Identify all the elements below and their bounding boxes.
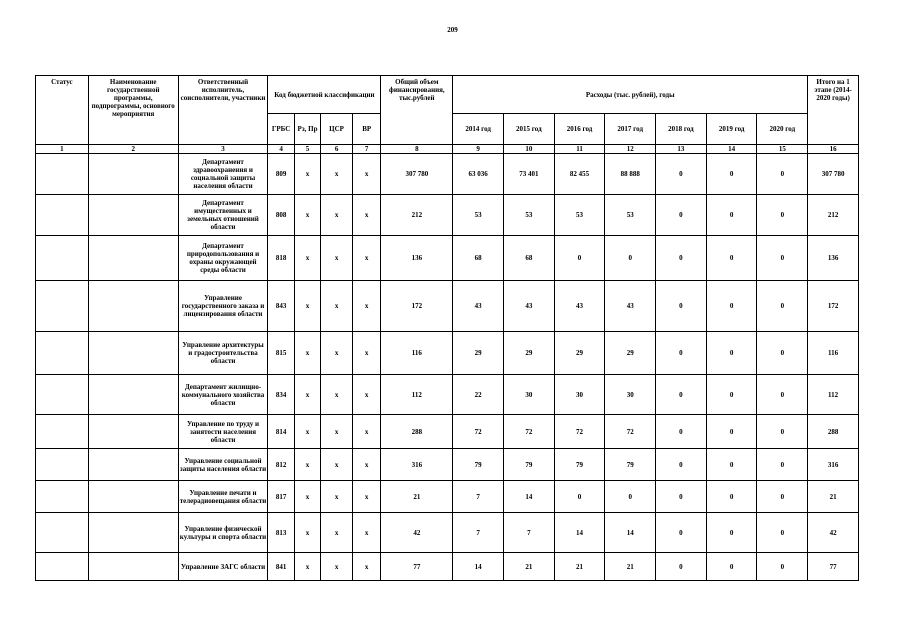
- column-number: 9: [453, 145, 504, 154]
- row-vr: х: [352, 236, 381, 281]
- status-cell: [36, 236, 89, 281]
- status-cell: [36, 332, 89, 375]
- row-2019: 0: [706, 481, 757, 513]
- program-name-cell: [88, 449, 178, 481]
- column-number: 2: [88, 145, 178, 154]
- status-cell: [36, 449, 89, 481]
- table-row: [36, 449, 859, 481]
- row-2018: 0: [656, 481, 707, 513]
- row-2020: 0: [757, 513, 808, 553]
- row-organization: Департамент жилищно-коммунального хозяйства области: [178, 375, 268, 415]
- row-csr: х: [321, 195, 353, 236]
- program-name-cell: [88, 375, 178, 415]
- row-2014: 68: [453, 236, 504, 281]
- row-2015: 30: [503, 375, 554, 415]
- row-2020: 0: [757, 281, 808, 332]
- row-2016: 21: [554, 553, 605, 581]
- program-name-cell: [88, 154, 178, 195]
- row-2020: 0: [757, 553, 808, 581]
- row-grbs: 817: [268, 481, 294, 513]
- row-organization: Департамент здравоохранения и социальной защиты населения области: [178, 154, 268, 195]
- row-csr: х: [321, 449, 353, 481]
- status-cell: [36, 195, 89, 236]
- row-total-funding: 316: [381, 449, 453, 481]
- header-rz-pr: Рз, Пр: [294, 114, 320, 145]
- row-stage-total: 136: [808, 236, 859, 281]
- table-row: [36, 236, 859, 281]
- program-name-cell: [88, 553, 178, 581]
- row-2015: 73 401: [503, 154, 554, 195]
- row-2016: 72: [554, 415, 605, 449]
- header-year: 2018 год: [656, 114, 707, 145]
- row-csr: х: [321, 154, 353, 195]
- program-name-cell: [88, 281, 178, 332]
- row-2018: 0: [656, 236, 707, 281]
- table-row: [36, 375, 859, 415]
- row-2019: 0: [706, 375, 757, 415]
- table-row: [36, 154, 859, 195]
- row-grbs: 808: [268, 195, 294, 236]
- row-vr: х: [352, 332, 381, 375]
- column-number: 11: [554, 145, 605, 154]
- header-vr: ВР: [352, 114, 381, 145]
- header-year: 2017 год: [605, 114, 656, 145]
- row-organization: Управление архитектуры и градостроительства области: [178, 332, 268, 375]
- row-2019: 0: [706, 154, 757, 195]
- row-rz-pr: х: [294, 415, 320, 449]
- row-csr: х: [321, 513, 353, 553]
- row-2014: 43: [453, 281, 504, 332]
- row-stage-total: 116: [808, 332, 859, 375]
- table-row: [36, 332, 859, 375]
- row-2018: 0: [656, 415, 707, 449]
- row-2018: 0: [656, 281, 707, 332]
- column-number: 7: [352, 145, 381, 154]
- row-vr: х: [352, 195, 381, 236]
- row-2019: 0: [706, 553, 757, 581]
- row-grbs: 841: [268, 553, 294, 581]
- row-2017: 0: [605, 236, 656, 281]
- row-total-funding: 112: [381, 375, 453, 415]
- row-2015: 21: [503, 553, 554, 581]
- row-2017: 79: [605, 449, 656, 481]
- row-2015: 79: [503, 449, 554, 481]
- header-year: 2020 год: [757, 114, 808, 145]
- row-vr: х: [352, 375, 381, 415]
- row-2020: 0: [757, 415, 808, 449]
- row-2016: 0: [554, 236, 605, 281]
- table-row: [36, 481, 859, 513]
- row-2018: 0: [656, 513, 707, 553]
- row-2015: 72: [503, 415, 554, 449]
- row-rz-pr: х: [294, 195, 320, 236]
- row-grbs: 809: [268, 154, 294, 195]
- row-2016: 0: [554, 481, 605, 513]
- header-budget-code: Код бюджетной классификации: [268, 76, 381, 114]
- row-total-funding: 212: [381, 195, 453, 236]
- program-name-cell: [88, 481, 178, 513]
- row-vr: х: [352, 281, 381, 332]
- row-2014: 72: [453, 415, 504, 449]
- row-2020: 0: [757, 481, 808, 513]
- budget-table: [35, 75, 859, 581]
- row-csr: х: [321, 553, 353, 581]
- row-2018: 0: [656, 154, 707, 195]
- row-2019: 0: [706, 415, 757, 449]
- row-grbs: 814: [268, 415, 294, 449]
- row-2019: 0: [706, 449, 757, 481]
- row-2015: 7: [503, 513, 554, 553]
- row-rz-pr: х: [294, 154, 320, 195]
- row-stage-total: 316: [808, 449, 859, 481]
- row-2020: 0: [757, 195, 808, 236]
- row-stage-total: 307 780: [808, 154, 859, 195]
- row-2015: 14: [503, 481, 554, 513]
- row-total-funding: 77: [381, 553, 453, 581]
- row-2019: 0: [706, 332, 757, 375]
- row-2016: 43: [554, 281, 605, 332]
- row-grbs: 843: [268, 281, 294, 332]
- row-organization: Управление социальной защиты населения области: [178, 449, 268, 481]
- table-row: [36, 195, 859, 236]
- row-vr: х: [352, 415, 381, 449]
- row-stage-total: 21: [808, 481, 859, 513]
- row-2019: 0: [706, 281, 757, 332]
- row-grbs: 818: [268, 236, 294, 281]
- row-2018: 0: [656, 553, 707, 581]
- column-number: 12: [605, 145, 656, 154]
- row-2020: 0: [757, 375, 808, 415]
- row-stage-total: 172: [808, 281, 859, 332]
- status-cell: [36, 281, 89, 332]
- row-2020: 0: [757, 332, 808, 375]
- program-name-cell: [88, 236, 178, 281]
- page-number: 209: [447, 26, 458, 34]
- row-2015: 29: [503, 332, 554, 375]
- column-number-row: [36, 145, 859, 154]
- row-2014: 53: [453, 195, 504, 236]
- row-organization: Управление печати и телерадиовещания области: [178, 481, 268, 513]
- column-number: 8: [381, 145, 453, 154]
- row-rz-pr: х: [294, 513, 320, 553]
- header-status: Статус: [36, 76, 89, 145]
- row-2018: 0: [656, 332, 707, 375]
- header-year: 2016 год: [554, 114, 605, 145]
- column-number: 1: [36, 145, 89, 154]
- header-total-stage: Итого на 1 этапе (2014-2020 годы): [808, 76, 859, 145]
- row-total-funding: 288: [381, 415, 453, 449]
- column-number: 10: [503, 145, 554, 154]
- row-2017: 30: [605, 375, 656, 415]
- table-row: [36, 415, 859, 449]
- row-2017: 43: [605, 281, 656, 332]
- row-2017: 88 888: [605, 154, 656, 195]
- row-stage-total: 212: [808, 195, 859, 236]
- row-grbs: 834: [268, 375, 294, 415]
- row-2018: 0: [656, 375, 707, 415]
- row-grbs: 813: [268, 513, 294, 553]
- row-2016: 29: [554, 332, 605, 375]
- row-2015: 53: [503, 195, 554, 236]
- header-year: 2019 год: [706, 114, 757, 145]
- row-total-funding: 307 780: [381, 154, 453, 195]
- status-cell: [36, 154, 89, 195]
- row-2018: 0: [656, 195, 707, 236]
- row-vr: х: [352, 553, 381, 581]
- row-grbs: 812: [268, 449, 294, 481]
- table-row: [36, 281, 859, 332]
- column-number: 5: [294, 145, 320, 154]
- column-number: 13: [656, 145, 707, 154]
- row-2014: 22: [453, 375, 504, 415]
- row-2016: 14: [554, 513, 605, 553]
- status-cell: [36, 481, 89, 513]
- column-number: 3: [178, 145, 268, 154]
- header-csr: ЦСР: [321, 114, 353, 145]
- row-csr: х: [321, 375, 353, 415]
- row-2019: 0: [706, 195, 757, 236]
- row-stage-total: 77: [808, 553, 859, 581]
- column-number: 6: [321, 145, 353, 154]
- row-2020: 0: [757, 236, 808, 281]
- row-organization: Управление физической культуры и спорта области: [178, 513, 268, 553]
- row-csr: х: [321, 281, 353, 332]
- column-number: 14: [706, 145, 757, 154]
- column-number: 4: [268, 145, 294, 154]
- row-2014: 7: [453, 481, 504, 513]
- row-2017: 14: [605, 513, 656, 553]
- row-vr: х: [352, 513, 381, 553]
- row-csr: х: [321, 415, 353, 449]
- row-2014: 7: [453, 513, 504, 553]
- row-2017: 53: [605, 195, 656, 236]
- row-organization: Управление ЗАГС области: [178, 553, 268, 581]
- row-total-funding: 172: [381, 281, 453, 332]
- row-2014: 14: [453, 553, 504, 581]
- row-2020: 0: [757, 449, 808, 481]
- status-cell: [36, 375, 89, 415]
- row-2016: 53: [554, 195, 605, 236]
- row-2017: 21: [605, 553, 656, 581]
- header-program-name: Наименование государственной программы, подпрограммы, основного мероприятия: [88, 76, 178, 145]
- row-2014: 29: [453, 332, 504, 375]
- row-total-funding: 136: [381, 236, 453, 281]
- header-year: 2014 год: [453, 114, 504, 145]
- table-body: [36, 154, 859, 581]
- header-responsible: Ответственный исполнитель, соисполнители, участники: [178, 76, 268, 145]
- row-2020: 0: [757, 154, 808, 195]
- status-cell: [36, 415, 89, 449]
- row-rz-pr: х: [294, 449, 320, 481]
- row-stage-total: 112: [808, 375, 859, 415]
- row-organization: Департамент природопользования и охраны окружающей среды области: [178, 236, 268, 281]
- row-2017: 72: [605, 415, 656, 449]
- row-total-funding: 116: [381, 332, 453, 375]
- header-grbs: ГРБС: [268, 114, 294, 145]
- row-2017: 0: [605, 481, 656, 513]
- row-2014: 79: [453, 449, 504, 481]
- row-2019: 0: [706, 236, 757, 281]
- row-vr: х: [352, 481, 381, 513]
- header-total-funding: Общий объем финансирования, тыс.рублей: [381, 76, 453, 145]
- status-cell: [36, 513, 89, 553]
- row-2015: 43: [503, 281, 554, 332]
- row-rz-pr: х: [294, 481, 320, 513]
- row-vr: х: [352, 154, 381, 195]
- row-2016: 30: [554, 375, 605, 415]
- row-2017: 29: [605, 332, 656, 375]
- row-organization: Управление государственного заказа и лицензирования области: [178, 281, 268, 332]
- row-total-funding: 21: [381, 481, 453, 513]
- row-csr: х: [321, 481, 353, 513]
- row-2018: 0: [656, 449, 707, 481]
- row-rz-pr: х: [294, 281, 320, 332]
- program-name-cell: [88, 332, 178, 375]
- row-organization: Управление по труду и занятости населения области: [178, 415, 268, 449]
- program-name-cell: [88, 415, 178, 449]
- row-organization: Департамент имущественных и земельных отношений области: [178, 195, 268, 236]
- row-rz-pr: х: [294, 332, 320, 375]
- column-number: 16: [808, 145, 859, 154]
- table-row: [36, 513, 859, 553]
- row-total-funding: 42: [381, 513, 453, 553]
- column-number: 15: [757, 145, 808, 154]
- table-row: [36, 553, 859, 581]
- row-2016: 79: [554, 449, 605, 481]
- row-rz-pr: х: [294, 553, 320, 581]
- row-2019: 0: [706, 513, 757, 553]
- program-name-cell: [88, 195, 178, 236]
- row-vr: х: [352, 449, 381, 481]
- row-stage-total: 42: [808, 513, 859, 553]
- row-csr: х: [321, 332, 353, 375]
- header-year: 2015 год: [503, 114, 554, 145]
- row-grbs: 815: [268, 332, 294, 375]
- row-2015: 68: [503, 236, 554, 281]
- program-name-cell: [88, 513, 178, 553]
- status-cell: [36, 553, 89, 581]
- row-2016: 82 455: [554, 154, 605, 195]
- row-2014: 63 036: [453, 154, 504, 195]
- header-expenses: Расходы (тыс. рублей), годы: [453, 76, 808, 114]
- row-rz-pr: х: [294, 236, 320, 281]
- row-rz-pr: х: [294, 375, 320, 415]
- row-stage-total: 288: [808, 415, 859, 449]
- row-csr: х: [321, 236, 353, 281]
